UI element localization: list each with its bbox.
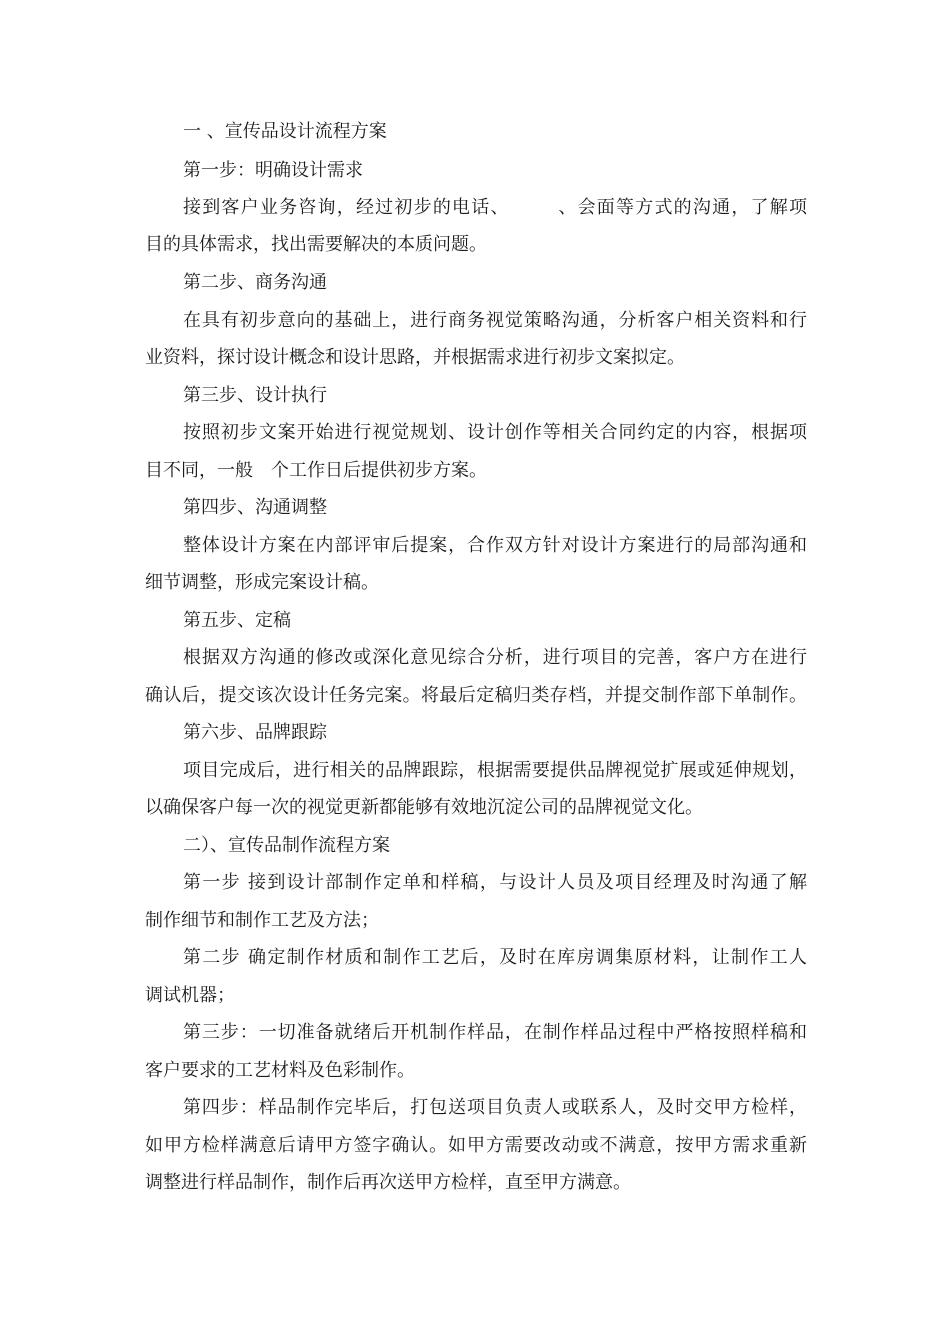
paragraph-line: 接到客户业务咨询，经过初步的电话、 、会面等方式的沟通，了解项 bbox=[183, 197, 807, 218]
paragraph-line: 根据双方沟通的修改或深化意见综合分析，进行项目的完善，客户方在进行 bbox=[183, 647, 807, 668]
paragraph-line: 整体设计方案在内部评审后提案，合作双方针对设计方案进行的局部沟通和 bbox=[183, 535, 807, 556]
paragraph-line: 按照初步文案开始进行视觉规划、设计创作等相关合同约定的内容，根据项 bbox=[183, 422, 807, 443]
step-heading: 第二步、商务沟通 bbox=[183, 272, 327, 293]
paragraph-line: 客户要求的工艺材料及色彩制作。 bbox=[145, 1060, 415, 1081]
paragraph-line: 目不同，一般 个工作日后提供初步方案。 bbox=[145, 460, 487, 481]
step-heading: 第一步：明确设计需求 bbox=[183, 160, 363, 181]
paragraph-line: 业资料，探讨设计概念和设计思路，并根据需求进行初步文案拟定。 bbox=[145, 347, 685, 368]
paragraph-line: 第四步：样品制作完毕后，打包送项目负责人或联系人，及时交甲方检样， bbox=[183, 1097, 807, 1118]
step-heading: 第六步、品牌跟踪 bbox=[183, 722, 327, 743]
paragraph-line: 制作细节和制作工艺及方法； bbox=[145, 910, 379, 931]
paragraph-line: 第二步 确定制作材质和制作工艺后，及时在库房调集原材料，让制作工人 bbox=[183, 947, 807, 968]
paragraph-line: 调试机器； bbox=[145, 985, 235, 1006]
paragraph-line: 第一步 接到设计部制作定单和样稿，与设计人员及项目经理及时沟通了解 bbox=[183, 872, 807, 893]
section-heading-design: 一 、宣传品设计流程方案 bbox=[183, 121, 387, 142]
paragraph-line: 细节调整，形成完案设计稿。 bbox=[145, 572, 379, 593]
section-heading-production: 二）、宣传品制作流程方案 bbox=[183, 835, 390, 856]
paragraph-line: 在具有初步意向的基础上，进行商务视觉策略沟通，分析客户相关资料和行 bbox=[183, 310, 807, 331]
paragraph-line: 以确保客户每一次的视觉更新都能够有效地沉淀公司的品牌视觉文化。 bbox=[145, 797, 703, 818]
step-heading: 第四步、沟通调整 bbox=[183, 497, 327, 518]
paragraph-line: 第三步：一切准备就绪后开机制作样品，在制作样品过程中严格按照样稿和 bbox=[183, 1022, 807, 1043]
paragraph-line: 调整进行样品制作，制作后再次送甲方检样，直至甲方满意。 bbox=[145, 1172, 631, 1193]
step-heading: 第三步、设计执行 bbox=[183, 385, 327, 406]
paragraph-line: 如甲方检样满意后请甲方签字确认。如甲方需要改动或不满意，按甲方需求重新 bbox=[145, 1135, 807, 1156]
step-heading: 第五步、定稿 bbox=[183, 610, 291, 631]
paragraph-line: 确认后，提交该次设计任务完案。将最后定稿归类存档，并提交制作部下单制作。 bbox=[145, 685, 807, 706]
paragraph-line: 项目完成后，进行相关的品牌跟踪，根据需要提供品牌视觉扩展或延伸规划， bbox=[183, 760, 807, 781]
paragraph-line: 目的具体需求，找出需要解决的本质问题。 bbox=[145, 234, 487, 255]
